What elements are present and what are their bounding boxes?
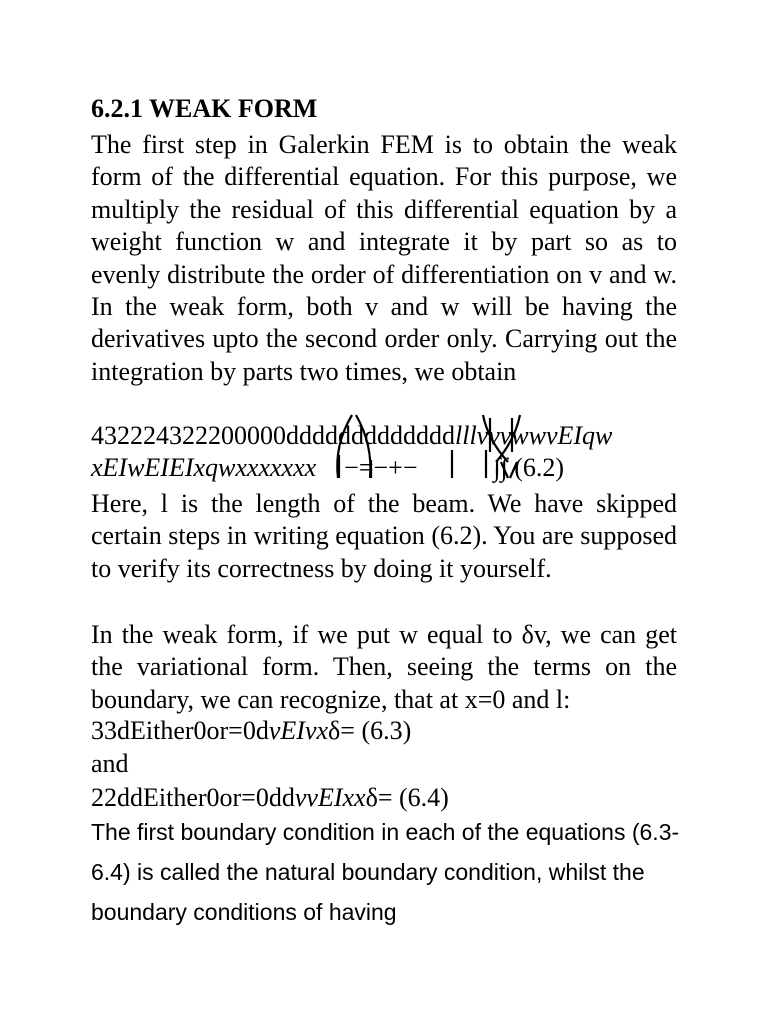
equation-6-2-line-2 xyxy=(91,453,564,483)
conjunction-and: and xyxy=(91,749,129,778)
equation-plain-text: 432224322200000ddddddddddddd xyxy=(91,421,455,450)
equation-6-2-line-1 xyxy=(91,421,612,451)
paragraph-text: The first step in Galerkin FEM is to obtain the weak form of the differential equation. For this purpose, we multiply the residual of this differential equation by a weight function w and integrate it by part so as to evenly distribute the order of differentiation on v and w. In the weak form, both v and w will be having the derivatives upto the second order only. Carrying out the integration by parts two times, we obtain xyxy=(91,130,677,386)
equation-tail: δ= (6.3) xyxy=(328,716,412,745)
equation-italic-text: lllvvvwwvEIqw xyxy=(455,421,613,450)
section-heading: 6.2.1 WEAK FORM xyxy=(91,94,318,123)
paragraph-weak-form-intro xyxy=(91,129,677,388)
equation-italic-text: xEIwEIEIxqwxxxxxxx xyxy=(91,453,317,482)
paragraph-boundary-conditions: The first boundary condition in each of the equations (6.3-6.4) is called the natural boundary condition, whilst the boundary conditions of having xyxy=(91,819,680,925)
equation-plain-text: 22ddEither0or=0dd xyxy=(91,783,295,812)
equation-tail: δ= (6.4) xyxy=(365,783,449,812)
equation-6-3 xyxy=(91,716,411,746)
equation-italic-text: vvEIxx xyxy=(294,783,366,812)
paragraph-variational-form: In the weak form, if we put w equal to δv, we can get the variational form. Then, seeing the terms on the boundary, we can recognize, that at x=0 and l: xyxy=(91,620,677,714)
integral-signs: ∫∫ xyxy=(493,453,508,482)
equation-plain-text: 33dEither0or=0d xyxy=(91,716,269,745)
equation-italic-text: vEIvx xyxy=(268,716,329,745)
equation-6-4 xyxy=(91,783,449,813)
paragraph-beam-length: Here, l is the length of the beam. We have skipped certain steps in writing equation (6.2). You are supposed to verify its correctness by doing it yourself. xyxy=(91,489,677,583)
equation-number: (6.2) xyxy=(514,453,565,482)
equation-operators: −=−+− xyxy=(344,453,418,482)
